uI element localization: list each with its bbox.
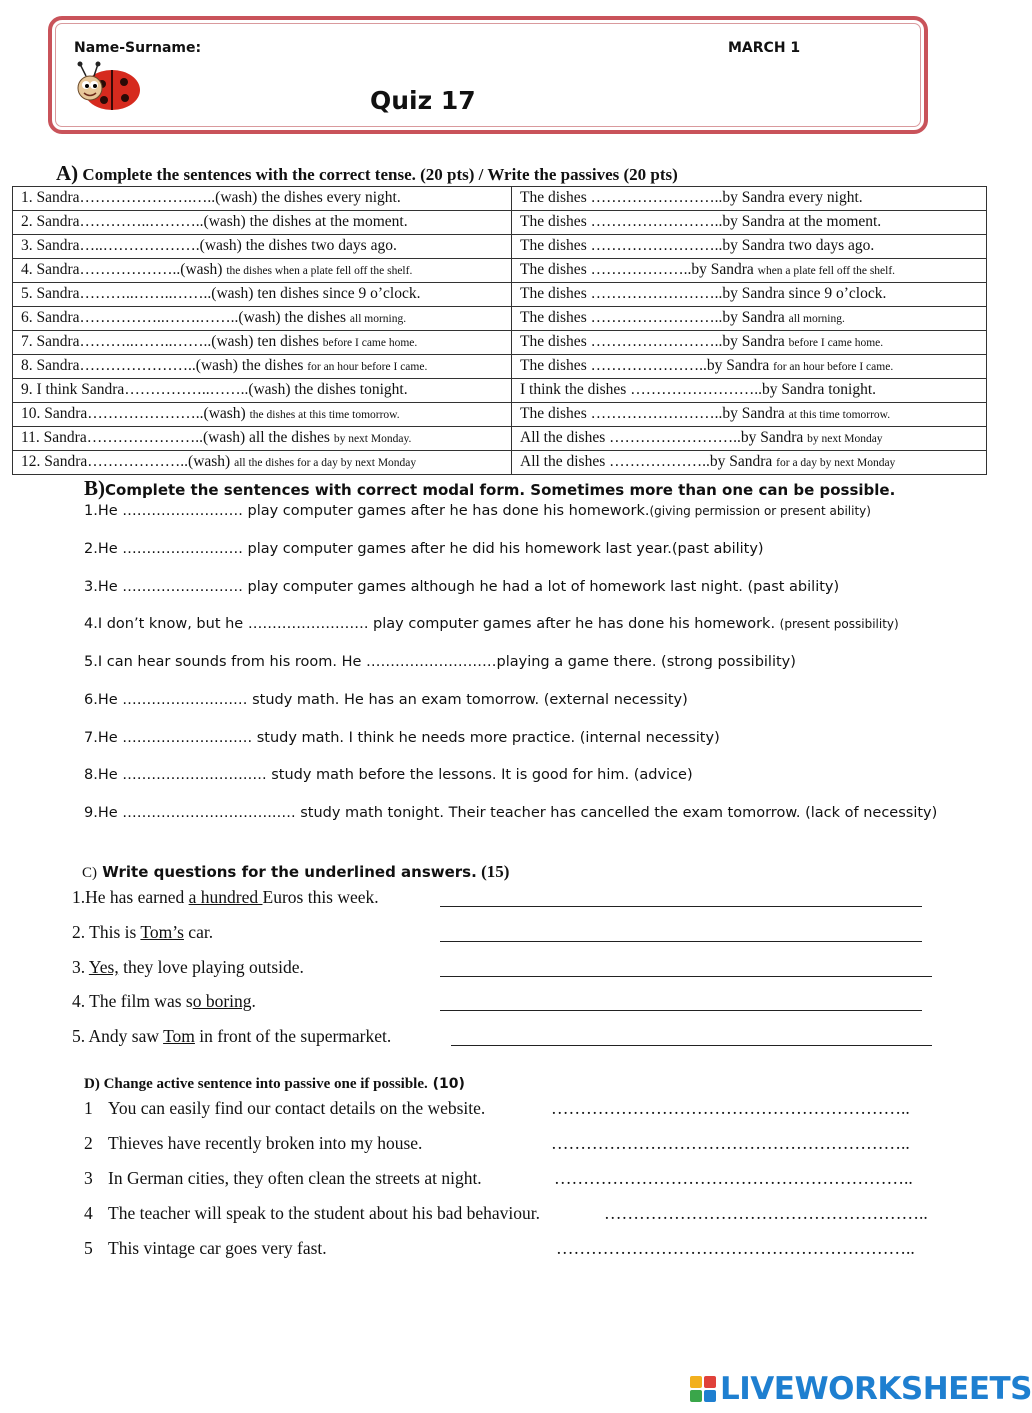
active-sentence: Thieves have recently broken into my house. xyxy=(108,1133,423,1153)
table-row xyxy=(13,259,987,283)
right-text: The dishes ……………………..by Sandra since 9 o’clock. xyxy=(520,285,887,302)
item-number: 5 xyxy=(84,1238,93,1258)
modal-item-text: 8.He ……………….…….…. study math before the lessons. It is good for him. (advice) xyxy=(84,767,693,783)
passive-item xyxy=(84,1133,422,1154)
right-text: The dishes ……………………..by Sandra two days ago. xyxy=(520,237,875,254)
right-text: All the dishes ………………..by Sandra xyxy=(520,453,777,470)
question-text: 2. This is xyxy=(72,922,141,942)
active-cell[interactable] xyxy=(13,403,512,427)
passive-cell[interactable] xyxy=(512,307,987,331)
left-text: 8. Sandra…………………..(wash) the dishes xyxy=(21,357,308,374)
active-cell[interactable] xyxy=(13,187,512,211)
modal-item[interactable] xyxy=(84,767,693,783)
active-cell[interactable] xyxy=(13,427,512,451)
passive-cell[interactable] xyxy=(512,283,987,307)
table-row xyxy=(13,403,987,427)
question-text: they love playing outside. xyxy=(118,957,304,977)
left-small-text: the dishes at this time tomorrow. xyxy=(249,409,400,421)
left-text: 5. Sandra………..……..……..(wash) ten dishes since 9 o’clock. xyxy=(21,285,421,302)
table-row xyxy=(13,235,987,259)
left-text: 1. Sandra………………….…..(wash) the dishes every night. xyxy=(21,189,401,206)
right-text: The dishes ……………………..by Sandra at the moment. xyxy=(520,213,882,230)
left-small-text: for an hour before I came. xyxy=(307,361,428,373)
right-small-text: by next Monday xyxy=(807,433,883,445)
question-text: 5. Andy saw xyxy=(72,1026,164,1046)
right-small-text: for an hour before I came. xyxy=(773,361,894,373)
left-text: 10. Sandra…………………..(wash) xyxy=(21,405,250,422)
question-item xyxy=(72,887,379,908)
right-text: The dishes …………………..by Sandra xyxy=(520,357,774,374)
left-small-text: the dishes when a plate fell off the shelf. xyxy=(226,265,413,277)
question-text: car. xyxy=(183,922,214,942)
passive-cell[interactable] xyxy=(512,355,987,379)
left-text: 11. Sandra…………………..(wash) all the dishes xyxy=(21,429,334,446)
question-text: 4. The film was s xyxy=(72,991,193,1011)
modal-item-text: 3.He ……………………. play computer games although he had a lot of homework last night. (past ability) xyxy=(84,579,840,595)
modal-item[interactable] xyxy=(84,503,871,519)
left-text: 7. Sandra………..……..……..(wash) ten dishes xyxy=(21,333,323,350)
modal-item-text: 6.He ……………….….… study math. He has an exam tomorrow. (external necessity) xyxy=(84,692,688,708)
modal-item-note: (present possibility) xyxy=(779,617,899,631)
table-row xyxy=(13,451,987,475)
question-item xyxy=(72,922,213,943)
underlined-answer: Tom xyxy=(163,1026,195,1046)
quiz-title: Quiz 17 xyxy=(370,86,476,115)
left-text: 2. Sandra…………..………..(wash) the dishes at the moment. xyxy=(21,213,408,230)
answer-dots[interactable]: …………………………………………………….. xyxy=(554,1168,913,1188)
section-d-title: D) Change active sentence into passive one if possible. (10) xyxy=(84,1076,465,1092)
right-text: The dishes ……………………..by Sandra xyxy=(520,309,789,326)
modal-item-text: 4.I don’t know, but he ……………………. play computer games after he has done his homework. xyxy=(84,616,780,632)
item-number: 2 xyxy=(84,1133,93,1153)
active-cell[interactable] xyxy=(13,307,512,331)
passive-cell[interactable] xyxy=(512,451,987,475)
right-text: The dishes ……………………..by Sandra every night. xyxy=(520,189,863,206)
active-sentence: In German cities, they often clean the streets at night. xyxy=(108,1168,482,1188)
passive-cell[interactable] xyxy=(512,403,987,427)
table-row xyxy=(13,283,987,307)
brand-name: LIVEWORKSHEETS xyxy=(720,1371,1032,1407)
passive-cell[interactable] xyxy=(512,379,987,403)
underlined-answer: Tom’s xyxy=(140,922,184,942)
left-text: 12. Sandra………………..(wash) xyxy=(21,453,235,470)
ladybug-icon xyxy=(72,58,144,114)
modal-item[interactable] xyxy=(84,616,899,632)
active-cell[interactable] xyxy=(13,355,512,379)
active-sentence: This vintage car goes very fast. xyxy=(108,1238,327,1258)
passive-cell[interactable] xyxy=(512,211,987,235)
answer-line[interactable] xyxy=(440,1010,922,1011)
modal-item[interactable] xyxy=(84,654,796,670)
modal-item[interactable] xyxy=(84,692,688,708)
item-number: 1 xyxy=(84,1098,93,1118)
question-text: Euros this week. xyxy=(262,887,379,907)
question-item xyxy=(72,991,256,1012)
left-small-text: before I came home. xyxy=(322,337,418,349)
item-number: 4 xyxy=(84,1203,93,1223)
modal-item-text: 9.He …………………………..…. study math tonight. Their teacher has cancelled the exam tomorrow. (lack of necessity) xyxy=(84,805,938,821)
left-small-text: all morning. xyxy=(349,313,407,325)
right-small-text: at this time tomorrow. xyxy=(788,409,891,421)
active-cell[interactable] xyxy=(13,451,512,475)
active-cell[interactable] xyxy=(13,331,512,355)
right-small-text: for a day by next Monday xyxy=(776,457,896,469)
answer-dots[interactable]: ……………………………………………….. xyxy=(604,1203,928,1223)
date-label: MARCH 1 xyxy=(728,40,801,56)
answer-line[interactable] xyxy=(451,1045,932,1046)
question-item xyxy=(72,1026,391,1047)
section-c-title: C) Write questions for the underlined answers. (15) xyxy=(82,862,510,881)
header-frame xyxy=(48,16,928,134)
answer-line[interactable] xyxy=(440,941,922,942)
passive-cell[interactable] xyxy=(512,187,987,211)
table-row xyxy=(13,211,987,235)
passive-cell[interactable] xyxy=(512,427,987,451)
answer-line[interactable] xyxy=(440,976,932,977)
underlined-answer: Yes, xyxy=(88,957,119,977)
right-text: The dishes ………………..by Sandra xyxy=(520,261,758,278)
modal-item-text: 5.I can hear sounds from his room. He ………………………playing a game there. (strong possibility) xyxy=(84,654,796,670)
question-text: 1.He has earned xyxy=(72,887,189,907)
right-text: The dishes ……………………..by Sandra xyxy=(520,333,789,350)
answer-dots[interactable]: …………………………………………………….. xyxy=(551,1098,910,1118)
passive-cell[interactable] xyxy=(512,331,987,355)
item-number: 3 xyxy=(84,1168,93,1188)
table-row xyxy=(13,187,987,211)
right-small-text: all morning. xyxy=(788,313,845,325)
left-text: 9. I think Sandra……………..……..(wash) the dishes tonight. xyxy=(21,381,408,398)
answer-dots[interactable]: …………………………………………………….. xyxy=(556,1238,915,1258)
active-cell[interactable] xyxy=(13,235,512,259)
underlined-answer: a hundred xyxy=(188,887,263,907)
passive-cell[interactable] xyxy=(512,235,987,259)
liveworksheets-logo xyxy=(690,1372,1032,1406)
left-text: 4. Sandra………………..(wash) xyxy=(21,261,227,278)
active-sentence: You can easily find our contact details on the website. xyxy=(108,1098,486,1118)
left-small-text: by next Monday. xyxy=(333,433,412,445)
section-b-title: B)Complete the sentences with correct modal form. Sometimes more than one can be possible. xyxy=(84,476,896,500)
modal-item-note: (giving permission or present ability) xyxy=(649,504,871,518)
tense-table xyxy=(12,186,987,475)
question-text: . xyxy=(251,991,256,1011)
table-row xyxy=(13,427,987,451)
passive-item xyxy=(84,1168,482,1189)
right-text: I think the dishes ……………………..by Sandra tonight. xyxy=(520,381,877,398)
answer-dots[interactable]: …………………………………………………….. xyxy=(551,1133,910,1153)
passive-cell[interactable] xyxy=(512,259,987,283)
question-text: 3. xyxy=(72,957,89,977)
liveworksheets-mark-icon xyxy=(690,1376,716,1402)
modal-item[interactable] xyxy=(84,730,720,746)
left-text: 6. Sandra……………..…….……..(wash) the dishes xyxy=(21,309,350,326)
answer-line[interactable] xyxy=(440,906,922,907)
passive-item xyxy=(84,1238,327,1259)
question-item xyxy=(72,957,304,978)
table-row xyxy=(13,331,987,355)
active-cell[interactable] xyxy=(13,283,512,307)
active-cell[interactable] xyxy=(13,211,512,235)
modal-item-text: 1.He ……………………. play computer games after he has done his homework. xyxy=(84,503,650,519)
active-cell[interactable] xyxy=(13,259,512,283)
modal-item-text: 2.He ……………………. play computer games after he did his homework last year.(past ability) xyxy=(84,541,764,557)
section-a-title: A) Complete the sentences with the correct tense. (20 pts) / Write the passives (20 pts) xyxy=(56,161,678,185)
passive-item xyxy=(84,1203,540,1224)
modal-item[interactable] xyxy=(84,541,764,557)
active-cell[interactable] xyxy=(13,379,512,403)
underlined-answer: o boring xyxy=(192,991,252,1011)
name-surname-label: Name-Surname: xyxy=(74,40,202,56)
modal-item[interactable] xyxy=(84,579,839,595)
right-small-text: when a plate fell off the shelf. xyxy=(757,265,896,277)
table-row xyxy=(13,355,987,379)
right-text: All the dishes ……………………..by Sandra xyxy=(520,429,808,446)
right-small-text: before I came home. xyxy=(788,337,884,349)
table-row xyxy=(13,307,987,331)
modal-item[interactable] xyxy=(84,805,937,821)
left-text: 3. Sandra…..……………….(wash) the dishes two days ago. xyxy=(21,237,397,254)
modal-item-text: 7.He ……………….….…. study math. I think he needs more practice. (internal necessity) xyxy=(84,730,720,746)
left-small-text: all the dishes for a day by next Monday xyxy=(234,457,417,469)
right-text: The dishes ……………………..by Sandra xyxy=(520,405,789,422)
active-sentence: The teacher will speak to the student about his bad behaviour. xyxy=(108,1203,541,1223)
passive-item xyxy=(84,1098,485,1119)
question-text: in front of the supermarket. xyxy=(194,1026,392,1046)
table-row xyxy=(13,379,987,403)
